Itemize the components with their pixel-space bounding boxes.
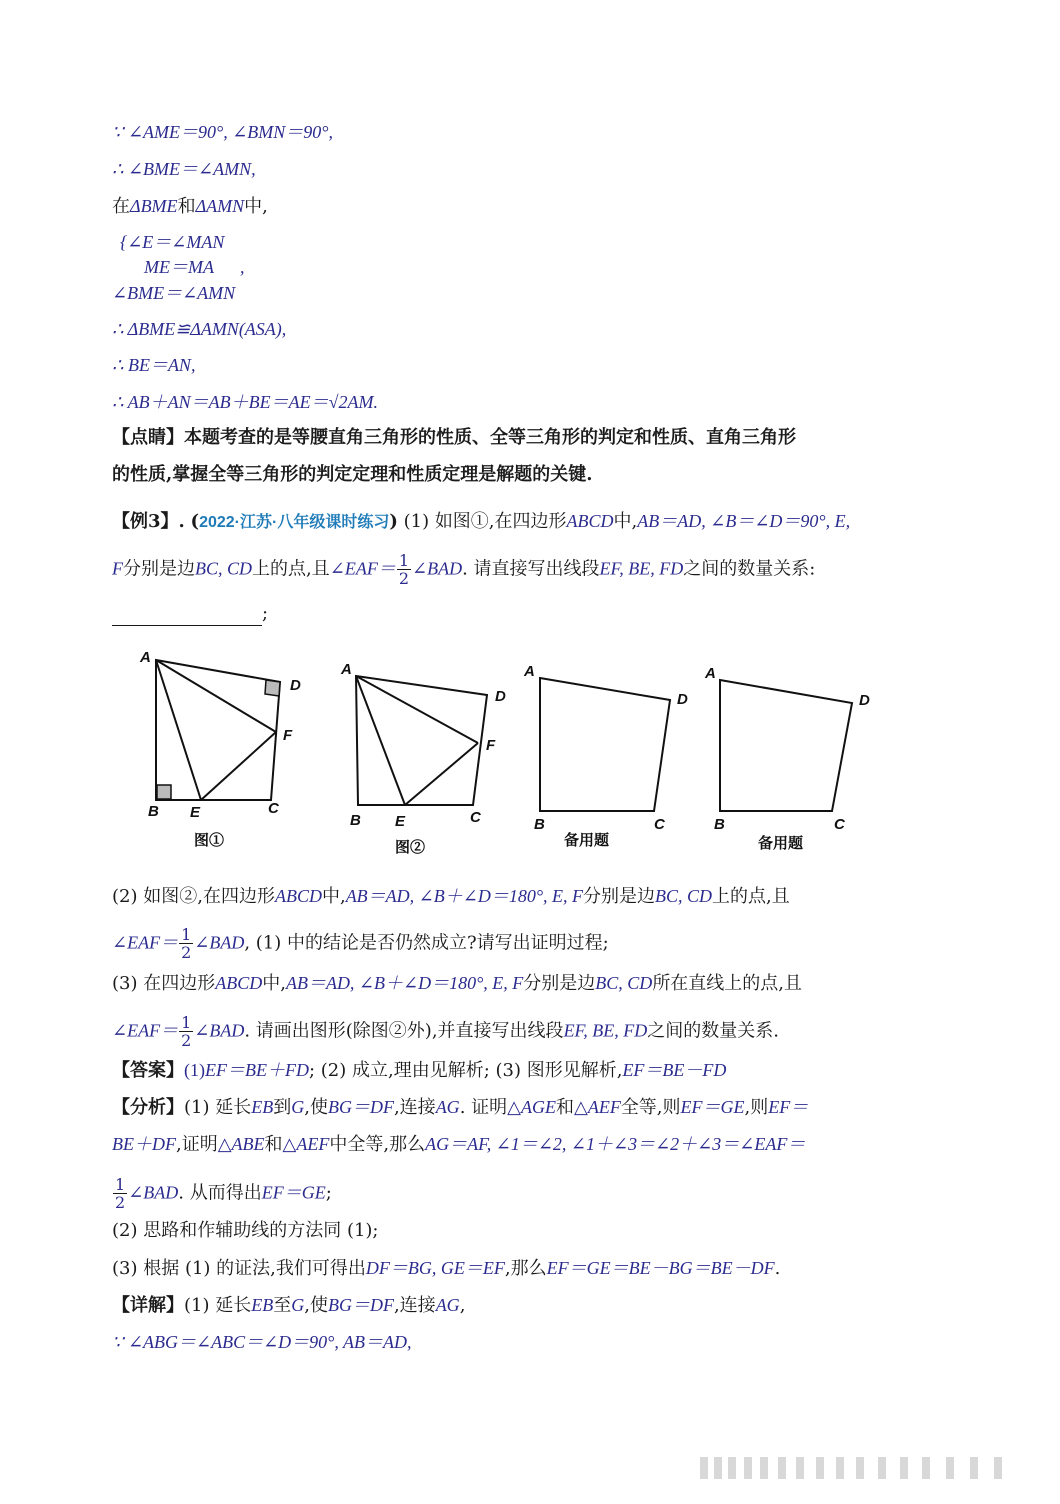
label-a: A (524, 663, 535, 680)
system-row-2 (144, 255, 244, 279)
text: ; (325, 1182, 332, 1204)
text: . 从而得出 (178, 1182, 262, 1204)
label-c: C (268, 800, 279, 817)
math: BC, CD (595, 973, 653, 993)
question-3-line-2 (112, 1014, 779, 1049)
proof-line-3 (112, 194, 268, 219)
text: 之间的数量关系. (647, 1020, 779, 1042)
math: EF, BE, FD (563, 1020, 648, 1041)
math: EF＝GE (261, 1182, 326, 1203)
text: 全等,则 (620, 1097, 681, 1118)
text: (3) 在四边形 (112, 973, 216, 994)
math: AG (435, 1295, 460, 1315)
math: BG＝DF (327, 1295, 394, 1315)
math: ABCD (566, 511, 614, 531)
right-angle-b (157, 785, 171, 799)
text: ; (262, 603, 269, 624)
text: . 请直接写出线段 (462, 558, 600, 580)
text: 至 (273, 1295, 292, 1316)
text: 中, (613, 511, 638, 532)
math: AG＝AF, ∠1＝∠2, ∠1＋∠3＝∠2＋∠3＝∠EAF＝ (425, 1134, 806, 1154)
math: EF＝GE＝BE－BG＝BE－DF (546, 1258, 775, 1278)
math: AB＝AD, ∠B＋∠D＝180°, E, F (345, 886, 584, 906)
segment-af (356, 676, 478, 743)
text: ,使 (304, 1097, 328, 1118)
caption-figure-1: 图① (194, 832, 225, 849)
text: ( (190, 511, 200, 532)
text: . 证明 (459, 1097, 508, 1118)
math: ∠EAF＝ (112, 1020, 179, 1041)
answer-line (112, 1058, 726, 1083)
math: EB (251, 1097, 274, 1117)
text: ,那么 (504, 1258, 547, 1279)
segment-ae (156, 660, 201, 800)
math: G (291, 1295, 305, 1315)
detail-line-2: ∵ ∠ABG＝∠ABC＝∠D＝90°, AB＝AD, (112, 1332, 412, 1352)
math: DF＝BG, GE＝EF (365, 1258, 505, 1278)
text: (1) 延长 (184, 1295, 252, 1316)
text: ,证明 (175, 1134, 218, 1155)
math: AB＝AD, ∠B＋∠D＝180°, E, F (285, 973, 524, 993)
label-d: D (859, 692, 870, 709)
text: 和 (555, 1097, 574, 1118)
math: G (291, 1097, 305, 1117)
analysis-line-2 (112, 1132, 805, 1157)
label-c: C (470, 809, 481, 826)
text: 和 (177, 196, 196, 217)
math: ∠BAD (128, 1182, 179, 1203)
math: ABCD (215, 973, 263, 993)
label-b: B (534, 816, 545, 833)
text: , (459, 1295, 466, 1316)
fraction-half (179, 1014, 193, 1049)
math: ∠BAD (194, 932, 245, 953)
denominator: 2 (398, 569, 410, 588)
source-label: 2022·江苏·八年级课时练习 (199, 514, 390, 531)
label-b: B (350, 812, 361, 829)
numerator: 1 (398, 551, 410, 570)
label-d: D (290, 677, 301, 694)
text: ; (2) 成立,理由见解析; (3) 图形见解析, (308, 1060, 623, 1081)
example-tag: 【例3】. (112, 511, 185, 532)
caption-spare-1: 备用题 (564, 832, 610, 849)
segment-ef (405, 743, 478, 805)
text: (1) (184, 1060, 205, 1080)
math: EF＝ (768, 1097, 809, 1117)
math: △ABE (217, 1134, 265, 1154)
math: ∠EAF＝ (329, 558, 396, 579)
answer-blank[interactable] (112, 605, 262, 626)
example-3-line-2 (112, 552, 815, 587)
label-a: A (705, 665, 716, 682)
system-row-3: ∠BME＝∠AMN (112, 283, 236, 303)
math: BC, CD (655, 886, 713, 906)
proof-line-5: ∴ BE＝AN, (112, 355, 196, 375)
fraction-half (113, 1176, 127, 1211)
detail-line-1 (112, 1293, 465, 1318)
label-e: E (395, 813, 406, 830)
note-line-2: 的性质,掌握全等三角形的判定定理和性质定理是解题的关键. (112, 464, 593, 485)
quad-abcd (156, 660, 280, 800)
proof-line-6: ∴ AB＋AN＝AB＋BE＝AE＝√2AM. (112, 392, 378, 412)
quad-abcd (356, 676, 487, 805)
label-e: E (190, 804, 201, 821)
label-a: A (341, 661, 352, 678)
math: ABCD (274, 886, 322, 906)
answer-blank-line (112, 602, 268, 626)
text: (1) 如图①,在四边形 (403, 511, 567, 532)
analysis-tag: 【分析】 (112, 1097, 184, 1118)
triangle-bme: ΔBME (130, 196, 178, 216)
text: ,连接 (393, 1295, 436, 1316)
text: . (774, 1258, 781, 1279)
text: (3) 根据 (1) 的证法,我们可得出 (112, 1258, 366, 1279)
math: BG＝DF (327, 1097, 394, 1117)
text: 中, (321, 886, 346, 907)
text: (2) 如图②,在四边形 (112, 886, 275, 907)
fraction-half (179, 926, 193, 961)
text: . 请画出图形(除图②外),并直接写出线段 (244, 1020, 564, 1042)
denominator: 2 (181, 1031, 192, 1050)
numerator: 1 (181, 1013, 192, 1032)
text: 在 (112, 196, 130, 217)
text: ME＝MA (144, 257, 214, 277)
math: F (112, 558, 123, 579)
label-a: A (140, 649, 151, 666)
detail-tag: 【详解】 (112, 1295, 184, 1316)
answer-tag: 【答案】 (112, 1060, 184, 1081)
math: BE＋DF (112, 1134, 176, 1154)
text: ,连接 (393, 1097, 436, 1118)
text: 中全等,那么 (329, 1134, 426, 1155)
text: 中, (244, 196, 268, 217)
note-tag: 【点睛】 (112, 427, 184, 448)
note-line-1 (112, 426, 796, 450)
text: , (239, 257, 245, 277)
label-d: D (495, 688, 506, 705)
proof-line-2: ∴ ∠BME＝∠AMN, (112, 159, 256, 179)
text: 到 (273, 1097, 292, 1118)
caption-spare-2: 备用题 (758, 835, 804, 852)
watermark-bar (700, 1455, 1030, 1481)
right-angle-d (265, 680, 280, 696)
segment-ef (201, 732, 276, 800)
denominator: 2 (115, 1193, 126, 1212)
math: ∠BAD (412, 558, 463, 579)
math: AB＝AD, ∠B＝∠D＝90°, E, (637, 511, 851, 531)
math: △AEF (573, 1097, 621, 1117)
label-b: B (148, 803, 159, 820)
label-b: B (714, 816, 725, 833)
spare-quad-1 (540, 678, 670, 811)
fraction-half (397, 552, 411, 587)
system-row-1: {∠E＝∠MAN (120, 232, 225, 252)
math: EB (251, 1295, 274, 1315)
math: BC, CD (195, 558, 253, 579)
spare-quad-2 (720, 680, 852, 811)
math: EF＝BE＋FD (205, 1060, 309, 1080)
label-f: F (486, 737, 496, 754)
label-d: D (677, 691, 688, 708)
analysis-line-3 (112, 1176, 332, 1211)
text: ,使 (304, 1295, 328, 1316)
math: ∠EAF＝ (112, 932, 179, 953)
figures (130, 640, 1010, 870)
question-2-line-2 (112, 926, 609, 961)
math: AG (435, 1097, 460, 1117)
text: 上的点,且 (712, 886, 790, 907)
example-3-line-1 (112, 509, 850, 535)
label-c: C (654, 816, 665, 833)
math: △AGE (507, 1097, 556, 1117)
text: 和 (264, 1134, 283, 1155)
question-2-line-1 (112, 884, 790, 909)
text: ) (389, 511, 398, 532)
denominator: 2 (181, 943, 192, 962)
question-3-line-1 (112, 971, 802, 996)
numerator: 1 (181, 925, 192, 944)
math: ∠BAD (194, 1020, 245, 1041)
label-c: C (834, 816, 845, 833)
text: 所在直线上的点,且 (652, 973, 803, 994)
analysis-line-5 (112, 1256, 780, 1281)
figure-1 (156, 660, 280, 800)
numerator: 1 (115, 1175, 126, 1194)
text: 分别是边 (523, 973, 596, 994)
text: 本题考查的是等腰直角三角形的性质、全等三角形的判定和性质、直角三角形 (184, 427, 796, 448)
math: EF＝GE (680, 1097, 745, 1117)
text: 之间的数量关系: (683, 558, 816, 580)
text: (1) 延长 (184, 1097, 252, 1118)
text: 上的点,且 (252, 558, 330, 580)
proof-line-4: ∴ ΔBME≌ΔAMN(ASA), (112, 319, 287, 339)
math: △AEF (282, 1134, 330, 1154)
figure-2 (356, 676, 487, 805)
caption-figure-2: 图② (395, 839, 426, 856)
analysis-line-1 (112, 1095, 808, 1120)
text: 分别是边 (583, 886, 656, 907)
text: 分别是边 (123, 558, 195, 580)
text: , (1) 中的结论是否仍然成立?请写出证明过程; (244, 932, 609, 954)
math: EF＝BE－FD (622, 1060, 727, 1080)
math: EF, BE, FD (599, 558, 684, 579)
analysis-line-4: (2) 思路和作辅助线的方法同 (1); (112, 1220, 379, 1241)
text: ,则 (744, 1097, 769, 1118)
segment-ae (356, 676, 405, 805)
text: 中, (262, 973, 286, 994)
label-f: F (283, 727, 293, 744)
proof-line-1: ∵ ∠AME＝90°, ∠BMN＝90°, (112, 122, 333, 142)
triangle-amn: ΔAMN (195, 196, 245, 216)
